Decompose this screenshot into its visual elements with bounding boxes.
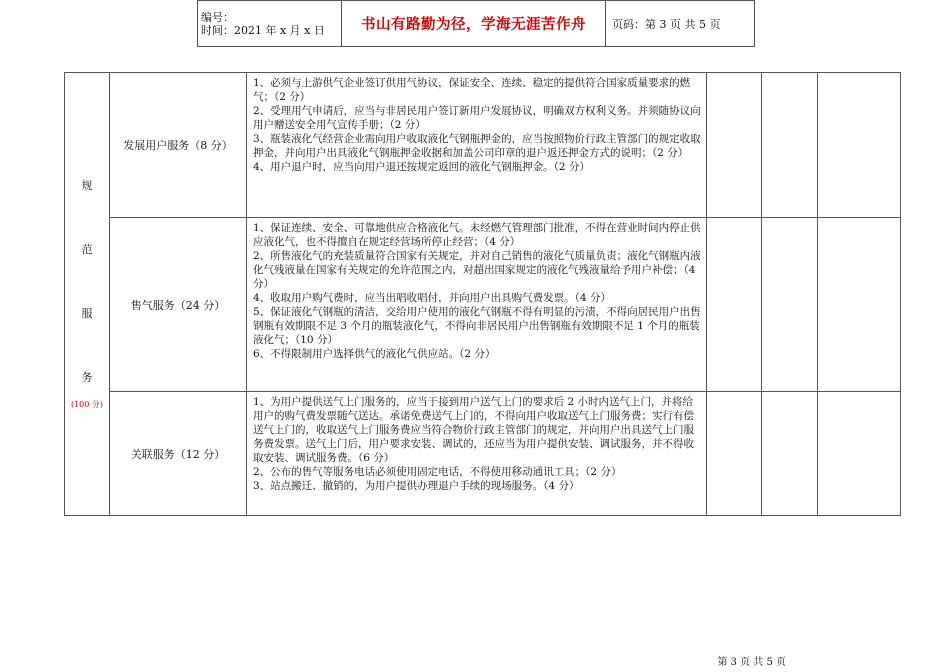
item-content — [247, 73, 707, 218]
category-char: 务 — [81, 370, 93, 384]
content-line: 2、所售液化气的充装质量符合国家有关规定，并对自己销售的液化气质量负责；液化气钢瓶内液化气残液量在国家有关规定的允许范围之内，对超出国家规定的液化气残液量给予用户补偿；（4 分） — [253, 250, 701, 290]
category-char: 规 — [81, 178, 93, 192]
item-content — [247, 392, 707, 516]
time-label: 时间：2021 年 x 月 x 日 — [201, 23, 325, 37]
content-line: 4、收取用户购气费时，应当出唱收唱付，并向用户出具购气费发票。（4 分） — [253, 292, 611, 304]
blank-cell — [818, 392, 901, 516]
content-line: 2、受理用气申请后，应当与非居民用户签订新用户发展协议，明确双方权利义务。并须随协议向用户赠送安全用气宣传手册；（2 分） — [253, 105, 701, 131]
table-row — [65, 73, 901, 218]
category-char: 范 — [81, 242, 93, 256]
content-line: 6、不得限制用户选择供气的液化气供应站。（2 分） — [253, 348, 496, 360]
blank-cell — [818, 218, 901, 392]
service-standards-table — [64, 72, 901, 516]
blank-cell — [707, 218, 762, 392]
item-content — [247, 218, 707, 392]
page-label: 页码：第 3 页 共 5 页 — [606, 1, 755, 47]
table-row — [65, 218, 901, 392]
content-line: 2、公布的售气等服务电话必须使用固定电话，不得使用移动通讯工具；（2 分） — [253, 466, 622, 478]
table-row — [65, 392, 901, 516]
blank-cell — [707, 73, 762, 218]
header-meta-cell — [198, 1, 342, 47]
item-name: 关联服务（12 分） — [110, 392, 247, 516]
content-line: 3、瓶装液化气经营企业需向用户收取液化气钢瓶押金的，应当按照物价行政主管部门的规定收取押金，并向用户出具液化气钢瓶押金收据和加盖公司印章的退户返还押金方式的说明；（2 分） — [253, 133, 701, 159]
category-score: (100 分) — [70, 399, 104, 409]
page-footer: 第 3 页 共 5 页 — [717, 657, 786, 668]
blank-cell — [707, 392, 762, 516]
document-header — [197, 0, 755, 47]
category-cell — [65, 73, 110, 516]
content-line: 1、必须与上游供气企业签订供用气协议，保证安全、连续、稳定的提供符合国家质量要求的燃气；（2 分） — [253, 77, 691, 103]
content-line: 4、用户退户时，应当向用户退还按规定返回的液化气钢瓶押金。（2 分） — [253, 161, 590, 173]
blank-cell — [762, 392, 818, 516]
blank-cell — [762, 73, 818, 218]
content-line: 5、保证液化气钢瓶的清洁，交给用户使用的液化气钢瓶不得有明显的污渍，不得向居民用户出售钢瓶有效期限不足 3 个月的瓶装液化气，不得向非居民用户出售钢瓶有效期限不足 1 个月的瓶装液化气；（10 分） — [253, 306, 701, 346]
item-name: 售气服务（24 分） — [110, 218, 247, 392]
content-line: 1、保证连续、安全、可靠地供应合格液化气。未经燃气管理部门批准，不得在营业时间内停止供应液化气，也不得擅自在规定经营场所停止经营；（4 分） — [253, 222, 701, 248]
category-char: 服 — [81, 306, 93, 320]
item-name: 发展用户服务（8 分） — [110, 73, 247, 218]
number-label: 编号： — [201, 10, 234, 24]
blank-cell — [818, 73, 901, 218]
blank-cell — [762, 218, 818, 392]
motto: 书山有路勤为径，学海无涯苦作舟 — [342, 1, 606, 47]
content-line: 1、为用户提供送气上门服务的，应当于接到用户送气上门的要求后 2 小时内送气上门，并将给用户的购气费发票随气送达。承诺免费送气上门的，不得向用户收取送气上门服务费；实行有偿送气上门的，收取送气上门服务费应当符合物价行政主管部门的规定，并向用户出具送气上门服务费发票。送气上门后，用户要求安装、调试的，还应当为用户提供安装、调试服务，并不得收取安装、调试服务费。（6 分） — [253, 396, 694, 464]
content-line: 3、站点搬迁、撤销的，为用户提供办理退户手续的现场服务。（4 分） — [253, 480, 580, 492]
